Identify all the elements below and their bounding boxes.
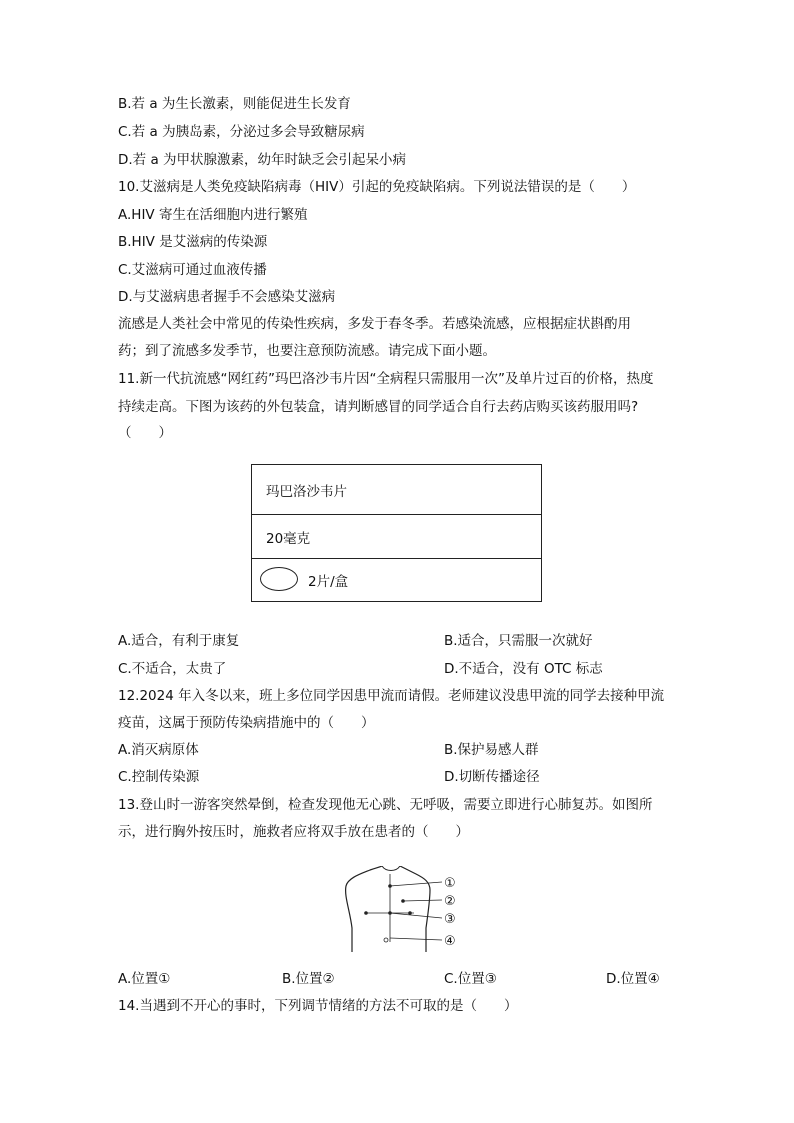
q13-stem-line-2: 示，进行胸外按压时，施救者应将双手放在患者的（ ）	[118, 824, 469, 840]
leader-line-2	[403, 900, 442, 901]
q14-stem: 14.当遇到不开心的事时，下列调节情绪的方法不可取的是（ ）	[118, 998, 518, 1014]
leader-line-1	[390, 882, 442, 886]
q13-option-c: C.位置③	[444, 971, 497, 987]
q11-option-a: A.适合，有利于康复	[118, 633, 240, 649]
label-4: ④	[444, 934, 456, 949]
q12-stem-line-1: 12.2024 年入冬以来，班上多位同学因患甲流而请假。老师建议没患甲流的同学去接种甲流	[118, 688, 665, 704]
q13-stem-line-1: 13.登山时一游客突然晕倒，检查发现他无心跳、无呼吸，需要立即进行心肺复苏。如图所	[118, 797, 653, 813]
pill-icon	[260, 567, 298, 591]
q9-option-d: D.若 a 为甲状腺激素，幼年时缺乏会引起呆小病	[118, 152, 407, 168]
label-3: ③	[444, 912, 456, 927]
leader-line-4	[390, 938, 442, 940]
torso-left-outline	[346, 866, 382, 952]
label-2: ②	[444, 894, 456, 909]
q10-option-a: A.HIV 寄生在活细胞内进行繁殖	[118, 207, 308, 223]
q11-stem-line-2: 持续走高。下图为该药的外包装盒，请判断感冒的同学适合自行去药店购买该药服用吗?	[118, 399, 639, 415]
q9-option-c: C.若 a 为胰岛素，分泌过多会导致糖尿病	[118, 124, 365, 140]
leader-line-3	[390, 913, 442, 918]
drug-count-row	[252, 558, 541, 601]
q12-option-a: A.消灭病原体	[118, 742, 199, 758]
q12-option-b: B.保护易感人群	[444, 742, 539, 758]
q11-option-d: D.不适合，没有 OTC 标志	[444, 661, 603, 677]
drug-dose: 20毫克	[266, 531, 311, 547]
q11-option-b: B.适合，只需服一次就好	[444, 633, 593, 649]
drug-count: 2片/盒	[308, 574, 349, 590]
q11-stem-line-3: （ ）	[118, 425, 172, 441]
navel-mark	[384, 938, 388, 942]
right-nipple-dot	[408, 911, 412, 915]
intro-line-1: 流感是人类社会中常见的传染性疾病，多发于春冬季。若感染流感，应根据症状斟酌用	[118, 316, 631, 332]
drug-package-box	[251, 464, 542, 602]
neck-outline	[382, 866, 400, 871]
chest-diagram	[338, 866, 468, 952]
q10-option-c: C.艾滋病可通过血液传播	[118, 262, 267, 278]
drug-name-row	[252, 465, 541, 515]
q10-option-d: D.与艾滋病患者握手不会感染艾滋病	[118, 289, 336, 305]
q12-option-d: D.切断传播途径	[444, 769, 540, 785]
left-nipple-dot	[364, 911, 368, 915]
q13-option-a: A.位置①	[118, 971, 171, 987]
q11-option-c: C.不适合，太贵了	[118, 661, 227, 677]
q12-option-c: C.控制传染源	[118, 769, 200, 785]
intro-line-2: 药；到了流感多发季节，也要注意预防流感。请完成下面小题。	[118, 343, 496, 359]
q9-option-b: B.若 a 为生长激素，则能促进生长发育	[118, 96, 351, 112]
q11-stem-line-1: 11.新一代抗流感“网红药”玛巴洛沙韦片因“全病程只需服用一次”及单片过百的价格，热度	[118, 371, 654, 387]
drug-name: 玛巴洛沙韦片	[266, 484, 347, 500]
q13-option-d: D.位置④	[606, 971, 660, 987]
q13-option-b: B.位置②	[282, 971, 335, 987]
drug-dose-row	[252, 514, 541, 559]
q12-stem-line-2: 疫苗，这属于预防传染病措施中的（ ）	[118, 715, 375, 731]
q10-option-b: B.HIV 是艾滋病的传染源	[118, 234, 268, 250]
label-1: ①	[444, 876, 456, 891]
q10-stem: 10.艾滋病是人类免疫缺陷病毒（HIV）引起的免疫缺陷病。下列说法错误的是（ ）	[118, 179, 636, 195]
